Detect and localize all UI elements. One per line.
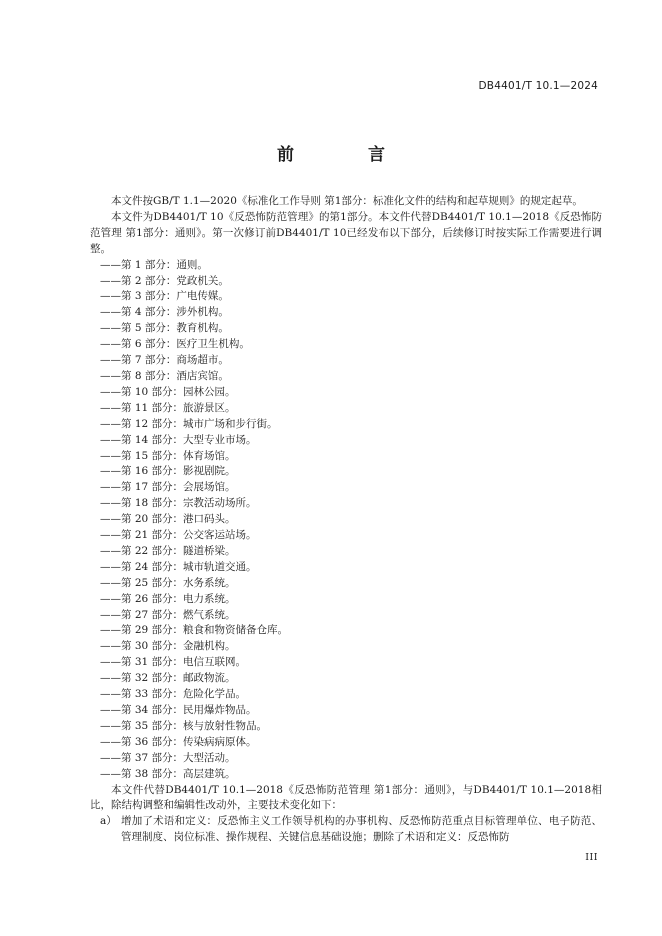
document-body: [90, 194, 602, 846]
list-item: ——第 34 部分：民用爆炸物品。: [100, 704, 257, 716]
list-item: ——第 36 部分：传染病病原体。: [100, 735, 257, 748]
list-item: ——第 6 部分：医疗卫生机构。: [100, 338, 250, 351]
list-item: ——第 32 部分：邮政物流。: [100, 672, 236, 685]
list-item: ——第 17 部分：会展场馆。: [100, 481, 236, 494]
list-item: ——第 21 部分：公交客运站场。: [100, 529, 257, 542]
parts-list: [90, 258, 602, 783]
page-title: 前 言: [277, 145, 419, 165]
list-item: ——第 10 部分：园林公园。: [100, 385, 236, 398]
list-item: ——第 3 部分：广电传媒。: [100, 290, 229, 303]
list-item: ——第 14 部分：大型专业市场。: [100, 433, 257, 446]
change-item-text: 增加了术语和定义：反恐怖主义工作领导机构的办事机构、反恐怖防范重点目标管理单位、电子防范、管理制度、岗位标准、操作规程、关键信息基础设施；删除了术语和定义：反恐怖防: [121, 815, 602, 844]
list-item: ——第 24 部分：城市轨道交通。: [100, 560, 257, 573]
list-item: ——第 33 部分：危险化学品。: [100, 688, 247, 701]
paragraph-document-series: 本文件为DB4401/T 10《反恐怖防范管理》的第1部分。本文件代替DB4401/T 10.1—2018《反恐怖防范管理 第1部分：通则》。第一次修订前DB4401/T 10已经发布以下部分，后续修订时按实际工作需要进行调整。: [90, 210, 602, 255]
list-item: ——第 25 部分：水务系统。: [100, 576, 236, 589]
list-item: ——第 2 部分：党政机关。: [100, 274, 229, 287]
paragraph-replacement-changes: 本文件代替DB4401/T 10.1—2018《反恐怖防范管理 第1部分：通则》，与DB4401/T 10.1—2018相比，除结构调整和编辑性改动外，主要技术变化如下：: [90, 783, 602, 812]
change-item-a: [90, 814, 602, 846]
page-number: III: [585, 852, 598, 863]
list-item: ——第 20 部分：港口码头。: [100, 513, 236, 526]
list-item: ——第 12 部分：城市广场和步行街。: [100, 417, 278, 430]
list-item: ——第 22 部分：隧道桥梁。: [100, 544, 236, 557]
list-item: ——第 1 部分：通则。: [100, 258, 208, 271]
list-item: ——第 38 部分：高层建筑。: [100, 767, 236, 780]
list-item: ——第 37 部分：大型活动。: [100, 751, 236, 764]
list-item: ——第 7 部分：商场超市。: [100, 354, 229, 367]
list-marker: a）: [100, 815, 117, 828]
list-item: ——第 18 部分：宗教活动场所。: [100, 497, 257, 510]
list-item: ——第 27 部分：燃气系统。: [100, 608, 236, 621]
list-item: ——第 8 部分：酒店宾馆。: [100, 369, 229, 382]
list-item: ——第 4 部分：涉外机构。: [100, 306, 229, 319]
document-code: DB4401/T 10.1—2024: [478, 80, 598, 92]
list-item: ——第 5 部分：教育机构。: [100, 322, 229, 335]
list-item: ——第 29 部分：粮食和物资储备仓库。: [100, 624, 289, 637]
list-item: ——第 16 部分：影视剧院。: [100, 465, 236, 478]
list-item: ——第 15 部分：体育场馆。: [100, 449, 236, 462]
list-item: ——第 30 部分：金融机构。: [100, 640, 236, 653]
list-item: ——第 11 部分：旅游景区。: [100, 401, 236, 414]
paragraph-drafting-basis: 本文件按GB/T 1.1—2020《标准化工作导则 第1部分：标准化文件的结构和起草规则》的规定起草。: [111, 195, 583, 207]
list-item: ——第 35 部分：核与放射性物品。: [100, 719, 268, 732]
list-item: ——第 26 部分：电力系统。: [100, 592, 236, 605]
list-item: ——第 31 部分：电信互联网。: [100, 656, 247, 669]
